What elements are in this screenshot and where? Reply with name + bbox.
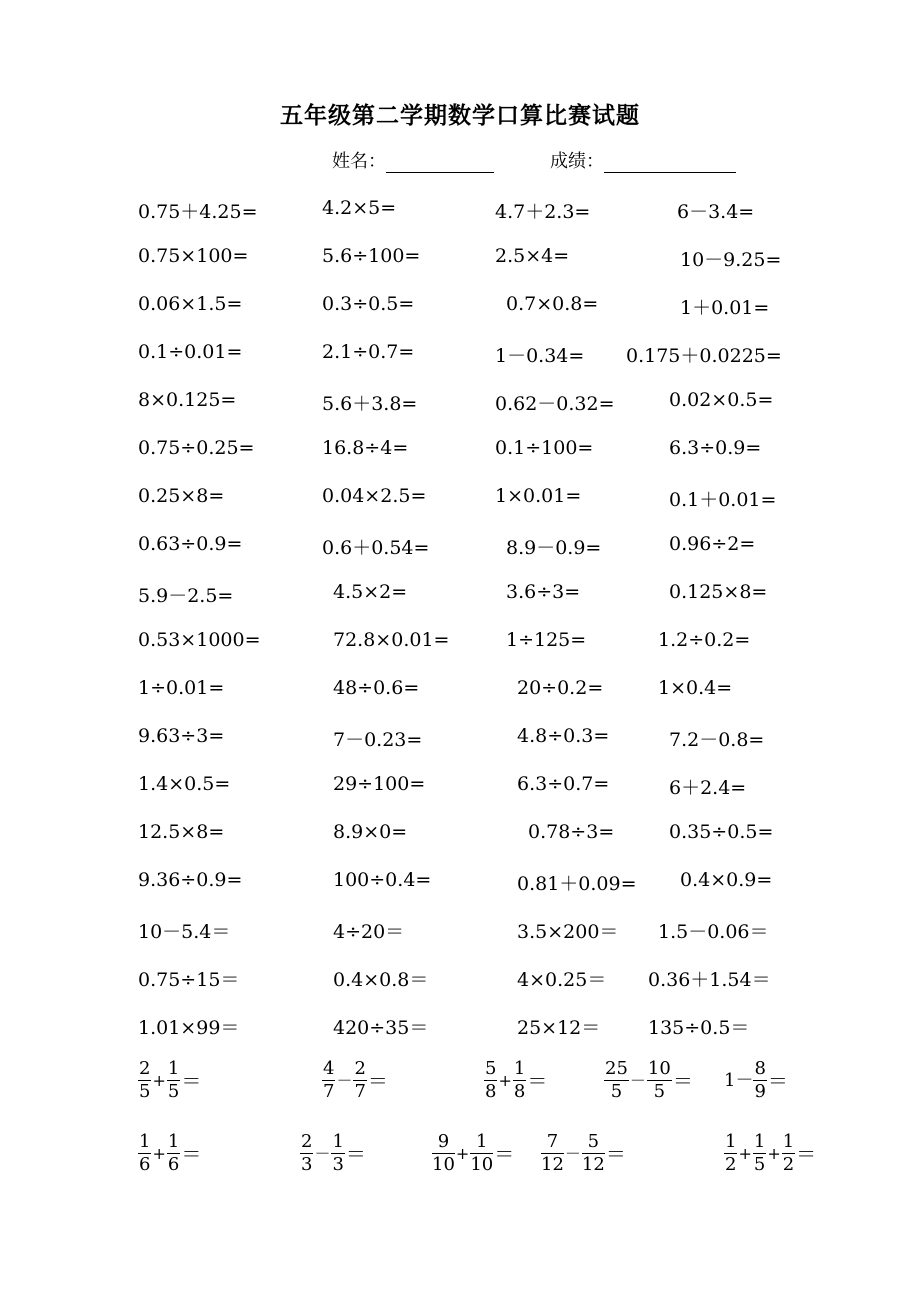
problem: 0.63÷0.9= [138,533,243,555]
problem-row [0,677,920,707]
problem: 0.06×1.5= [138,293,243,315]
denominator: 3 [332,1154,344,1175]
problem-row [0,773,920,803]
numerator: 10 [647,1058,671,1079]
equals-sign: ＝ [345,1141,366,1166]
problem-row [0,197,920,227]
problem-row [0,581,920,611]
operator: + [152,1143,166,1163]
problem: 0.3÷0.5= [322,293,415,315]
problem: 1×0.01= [495,485,582,507]
problem: 6.3÷0.9= [669,437,762,459]
problem: 0.1＋0.01= [669,489,777,511]
problem: 0.75÷0.25= [138,437,255,459]
fraction [753,1133,766,1174]
problem-row [0,629,920,659]
problem: 3.5×200＝ [517,921,619,943]
problem: 7－0.23= [333,729,423,751]
denominator: 6 [139,1154,151,1175]
problem: 0.25×8= [138,485,225,507]
problem: 0.02×0.5= [669,389,774,411]
denominator: 9 [754,1081,766,1102]
problem: 10－9.25= [680,249,782,271]
problem: 0.1÷0.01= [138,341,243,363]
numerator: 2 [354,1058,366,1079]
operator: + [767,1143,781,1163]
problem: 8×0.125= [138,389,237,411]
numerator: 1 [167,1131,180,1152]
fraction-problem [484,1060,547,1101]
fraction-problem [322,1060,388,1101]
equals-sign: ＝ [181,1141,202,1166]
problem: 20÷0.2= [517,677,604,699]
operator: － [629,1070,646,1090]
numerator: 8 [754,1058,766,1079]
numerator: 1 [167,1058,180,1079]
score-blank[interactable] [604,150,736,173]
fraction [541,1133,564,1174]
fraction [513,1060,526,1101]
operator: + [498,1070,512,1090]
problem-row [0,821,920,851]
problem: 4.5×2= [333,581,408,603]
problem: 6.3÷0.7= [517,773,610,795]
fraction-problem [724,1133,816,1174]
numerator: 2 [301,1131,313,1152]
problem: 72.8×0.01= [333,629,450,651]
problem-row [0,869,920,899]
denominator: 5 [167,1081,180,1102]
problem: 1÷0.01= [138,677,225,699]
problem: 2.5×4= [495,245,570,267]
problem: 0.35÷0.5= [669,821,774,843]
problem: 1.5－0.06＝ [658,921,769,943]
denominator: 2 [725,1154,737,1175]
problem: 0.04×2.5= [322,485,427,507]
denominator: 12 [541,1154,564,1175]
problem: 9.36÷0.9= [138,869,243,891]
operator: － [564,1143,581,1163]
denominator: 12 [581,1154,605,1175]
equals-sign: ＝ [796,1141,817,1166]
problem: 0.6＋0.54= [322,537,430,559]
operator: － [336,1070,353,1090]
problem: 4÷20＝ [333,921,405,943]
problem: 1.2÷0.2= [658,629,751,651]
problem-row [0,341,920,371]
problem: 2.1÷0.7= [322,341,415,363]
problem: 1＋0.01= [680,297,770,319]
equals-sign: ＝ [767,1068,788,1093]
fraction [582,1133,605,1174]
operator: + [455,1143,470,1163]
score-field [550,147,736,173]
fraction [138,1133,151,1174]
denominator: 8 [513,1081,526,1102]
problem: 5.6＋3.8= [322,393,418,415]
problem: 48÷0.6= [333,677,420,699]
problem: 0.36＋1.54＝ [648,969,771,991]
operator: + [738,1143,752,1163]
problem: 10－5.4＝ [138,921,231,943]
denominator: 5 [610,1081,623,1102]
problem: 420÷35＝ [333,1017,429,1039]
name-label: 姓名： [332,151,386,172]
fraction-problem [724,1060,788,1101]
problem: 8.9－0.9= [506,537,602,559]
numerator: 5 [582,1133,605,1154]
problem: 0.75×100= [138,245,249,267]
problem: 0.78÷3= [528,821,615,843]
problem-row [0,293,920,323]
fraction-problem [138,1133,201,1174]
equals-sign: ＝ [181,1068,202,1093]
numerator: 1 [513,1058,526,1079]
problem: 0.7×0.8= [506,293,599,315]
fraction [470,1133,493,1174]
problem: 4.8÷0.3= [517,725,610,747]
problem-row [0,437,920,467]
numerator: 1 [782,1131,795,1152]
problem-row [0,533,920,563]
numerator: 1 [753,1131,766,1152]
problem: 1÷125= [506,629,587,651]
denominator: 5 [653,1081,666,1102]
fraction-problem [604,1060,693,1101]
problem: 0.75＋4.25= [138,201,258,223]
fraction-problem [300,1133,366,1174]
problem: 1.4×0.5= [138,773,231,795]
fraction [353,1060,366,1101]
numerator: 1 [332,1131,344,1152]
fraction [167,1060,180,1101]
denominator: 5 [753,1154,766,1175]
numerator: 1 [139,1131,151,1152]
fraction-problem [432,1133,514,1174]
fraction [322,1060,335,1101]
problem: 135÷0.5＝ [648,1017,750,1039]
fraction [782,1133,795,1174]
equals-sign: ＝ [672,1068,693,1093]
problem: 6－3.4= [677,201,755,223]
fraction [647,1060,672,1101]
fraction [300,1133,313,1174]
problem: 1.01×99＝ [138,1017,240,1039]
fraction-problem [138,1060,201,1101]
numerator: 1 [725,1131,737,1152]
denominator: 5 [139,1081,151,1102]
problem-row [0,965,920,995]
fraction [484,1060,497,1101]
problem: 1－0.34= [495,345,585,367]
fraction [724,1133,737,1174]
problem: 8.9×0= [333,821,408,843]
fraction [138,1060,151,1101]
equals-sign: ＝ [527,1068,548,1093]
problem-row [0,389,920,419]
problem: 9.63÷3= [138,725,225,747]
fraction [331,1133,344,1174]
leading-term: 1－ [724,1069,754,1091]
equals-sign: ＝ [605,1141,626,1166]
problem-row [0,725,920,755]
problem: 4.7＋2.3= [495,201,591,223]
denominator: 2 [782,1154,795,1175]
problem: 5.9－2.5= [138,585,234,607]
numerator: 7 [541,1133,564,1154]
fraction [432,1133,455,1174]
numerator: 25 [605,1058,628,1079]
problem-row [0,245,920,275]
page-title: 五年级第二学期数学口算比赛试题 [280,102,640,129]
score-label: 成绩： [550,151,604,172]
operator: + [152,1070,166,1090]
denominator: 10 [470,1154,494,1175]
name-field [332,147,494,173]
problem: 29÷100= [333,773,426,795]
equals-sign: ＝ [367,1068,388,1093]
numerator: 1 [470,1133,493,1154]
numerator: 2 [139,1058,151,1079]
problem: 3.6÷3= [506,581,581,603]
operator: － [314,1143,331,1163]
problem-row [0,917,920,947]
denominator: 10 [432,1154,455,1175]
numerator: 4 [323,1058,335,1079]
fraction-row [0,1133,920,1193]
fraction [167,1133,180,1174]
problem: 7.2－0.8= [669,729,765,751]
problem: 0.4×0.8＝ [333,969,429,991]
denominator: 7 [354,1081,366,1102]
problem: 16.8÷4= [322,437,409,459]
problem: 0.4×0.9= [680,869,773,891]
problem: 0.96÷2= [669,533,756,555]
problem: 0.1÷100= [495,437,594,459]
denominator: 8 [485,1081,497,1102]
fraction-row [0,1060,920,1120]
problem: 4×0.25＝ [517,969,607,991]
problem: 25×12＝ [517,1017,601,1039]
problem: 0.53×1000= [138,629,261,651]
denominator: 7 [323,1081,335,1102]
problem: 5.6÷100= [322,245,421,267]
numerator: 9 [432,1133,455,1154]
numerator: 5 [485,1058,497,1079]
problem: 1×0.4= [658,677,733,699]
problem: 6＋2.4= [669,777,747,799]
problem: 12.5×8= [138,821,225,843]
problem-row [0,485,920,515]
fraction [753,1060,766,1101]
problem: 0.62－0.32= [495,393,615,415]
problem: 0.175＋0.0225= [626,345,782,367]
problem: 100÷0.4= [333,869,432,891]
problem: 0.125×8= [669,581,768,603]
problem: 4.2×5= [322,197,397,219]
equals-sign: ＝ [494,1141,515,1166]
fraction [604,1060,629,1101]
name-blank[interactable] [386,150,494,173]
problem-row [0,1013,920,1043]
denominator: 3 [301,1154,313,1175]
problem: 0.75÷15＝ [138,969,240,991]
problem: 0.81＋0.09= [517,873,637,895]
denominator: 6 [167,1154,180,1175]
fraction-problem [541,1133,626,1174]
